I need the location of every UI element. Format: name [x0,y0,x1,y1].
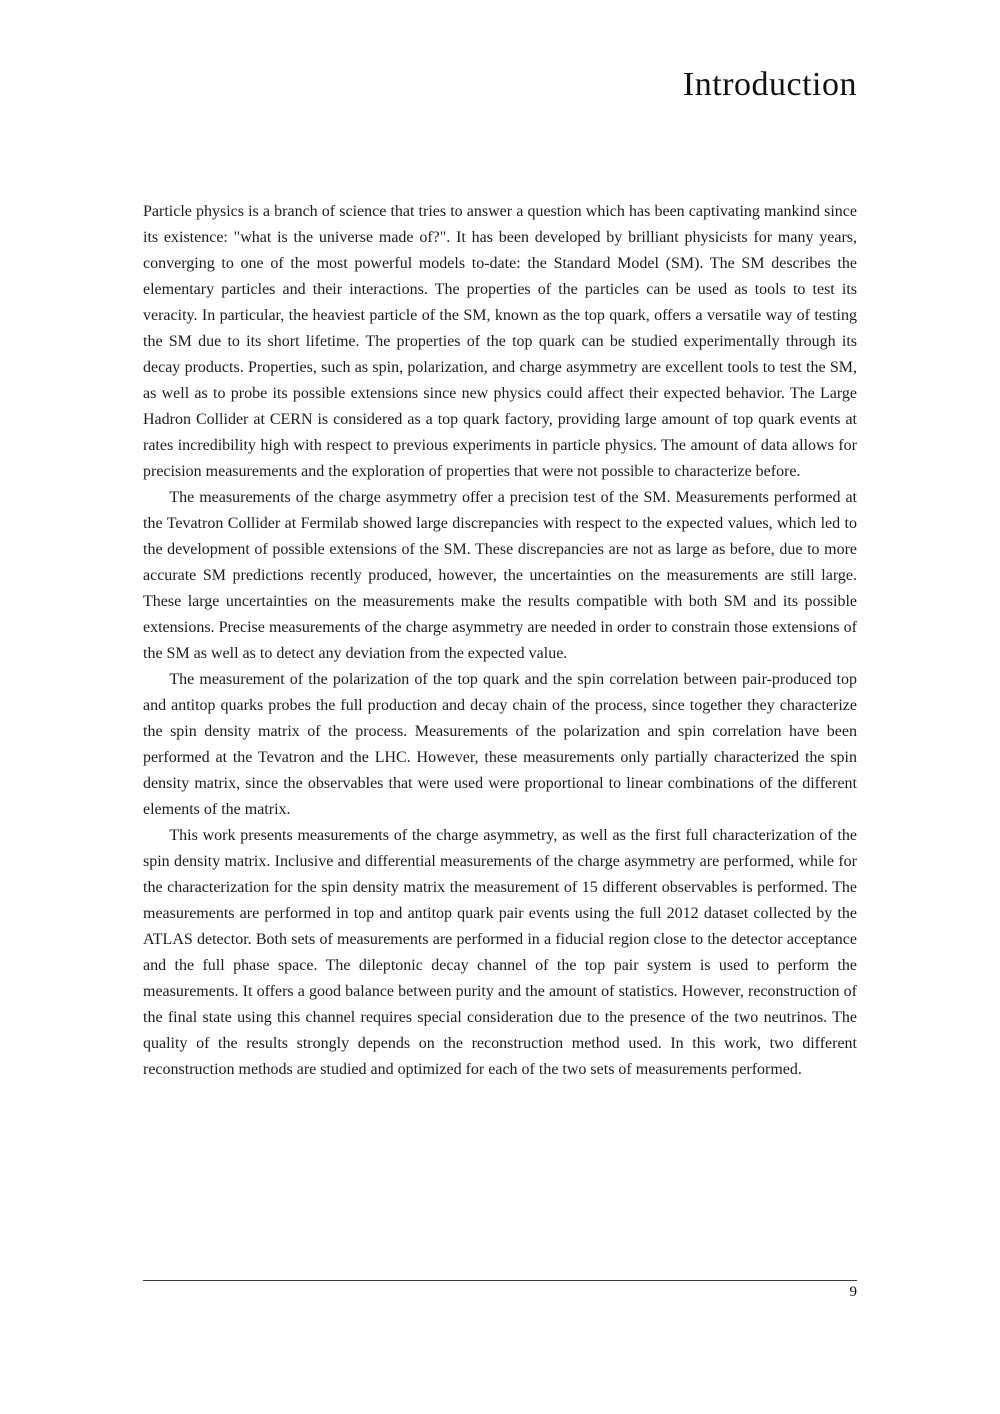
page-footer [143,1280,857,1301]
paragraph-polarization: The measurement of the polarization of the top quark and the spin correlation between pair-produced top and antitop quarks probes the full production and decay chain of the process, since together they characterize the spin density matrix of the process. Measurements of the polarization and spin correlation have been performed at the Tevatron and the LHC. However, these measurements only partially characterized the spin density matrix, since the observables that were used were proportional to linear combinations of the different elements of the matrix. [143,671,857,818]
paragraph-charge-asymmetry: The measurements of the charge asymmetry offer a precision test of the SM. Measurements performed at the Tevatron Collider at Fermilab showed large discrepancies with respect to the expected values, which led to the development of possible extensions of the SM. These discrepancies are not as large as before, due to more accurate SM predictions recently produced, however, the uncertainties on the measurements are still large. These large uncertainties on the measurements make the results compatible with both SM and its possible extensions. Precise measurements of the charge asymmetry are needed in order to constrain those extensions of the SM as well as to detect any deviation from the expected value. [143,489,857,662]
footer-rule [143,1280,857,1281]
paragraph-intro: Particle physics is a branch of science that tries to answer a question which has been captivating mankind since its existence: "what is the universe made of?". It has been developed by brilliant physicists for many years, converging to one of the most powerful models to-date: the Standard Model (SM). The SM describes the elementary particles and their interactions. The properties of the particles can be used as tools to test its veracity. In particular, the heaviest particle of the SM, known as the top quark, offers a versatile way of testing the SM due to its short lifetime. The properties of the top quark can be studied experimentally through its decay products. Properties, such as spin, polarization, and charge asymmetry are excellent tools to test the SM, as well as to probe its possible extensions since new physics could affect their expected behavior. The Large Hadron Collider at CERN is considered as a top quark factory, providing large amount of top quark events at rates incredibility high with respect to previous experiments in particle physics. The amount of data allows for precision measurements and the exploration of properties that were not possible to characterize before. [143,203,857,480]
page-number: 9 [849,1284,857,1300]
paragraph-this-work: This work presents measurements of the charge asymmetry, as well as the first full characterization of the spin density matrix. Inclusive and differential measurements of the charge asymmetry are performed, while for the characterization for the spin density matrix the measurement of 15 different observables is performed. The measurements are performed in top and antitop quark pair events using the full 2012 dataset collected by the ATLAS detector. Both sets of measurements are performed in a fiducial region close to the detector acceptance and the full phase space. The dileptonic decay channel of the top pair system is used to perform the measurements. It offers a good balance between purity and the amount of statistics. However, reconstruction of the final state using this channel requires special consideration due to the presence of the two neutrinos. The quality of the results strongly depends on the reconstruction method used. In this work, two different reconstruction methods are studied and optimized for each of the two sets of measurements performed. [143,827,857,1078]
page-title: Introduction [682,66,857,103]
body-text [143,199,857,1083]
